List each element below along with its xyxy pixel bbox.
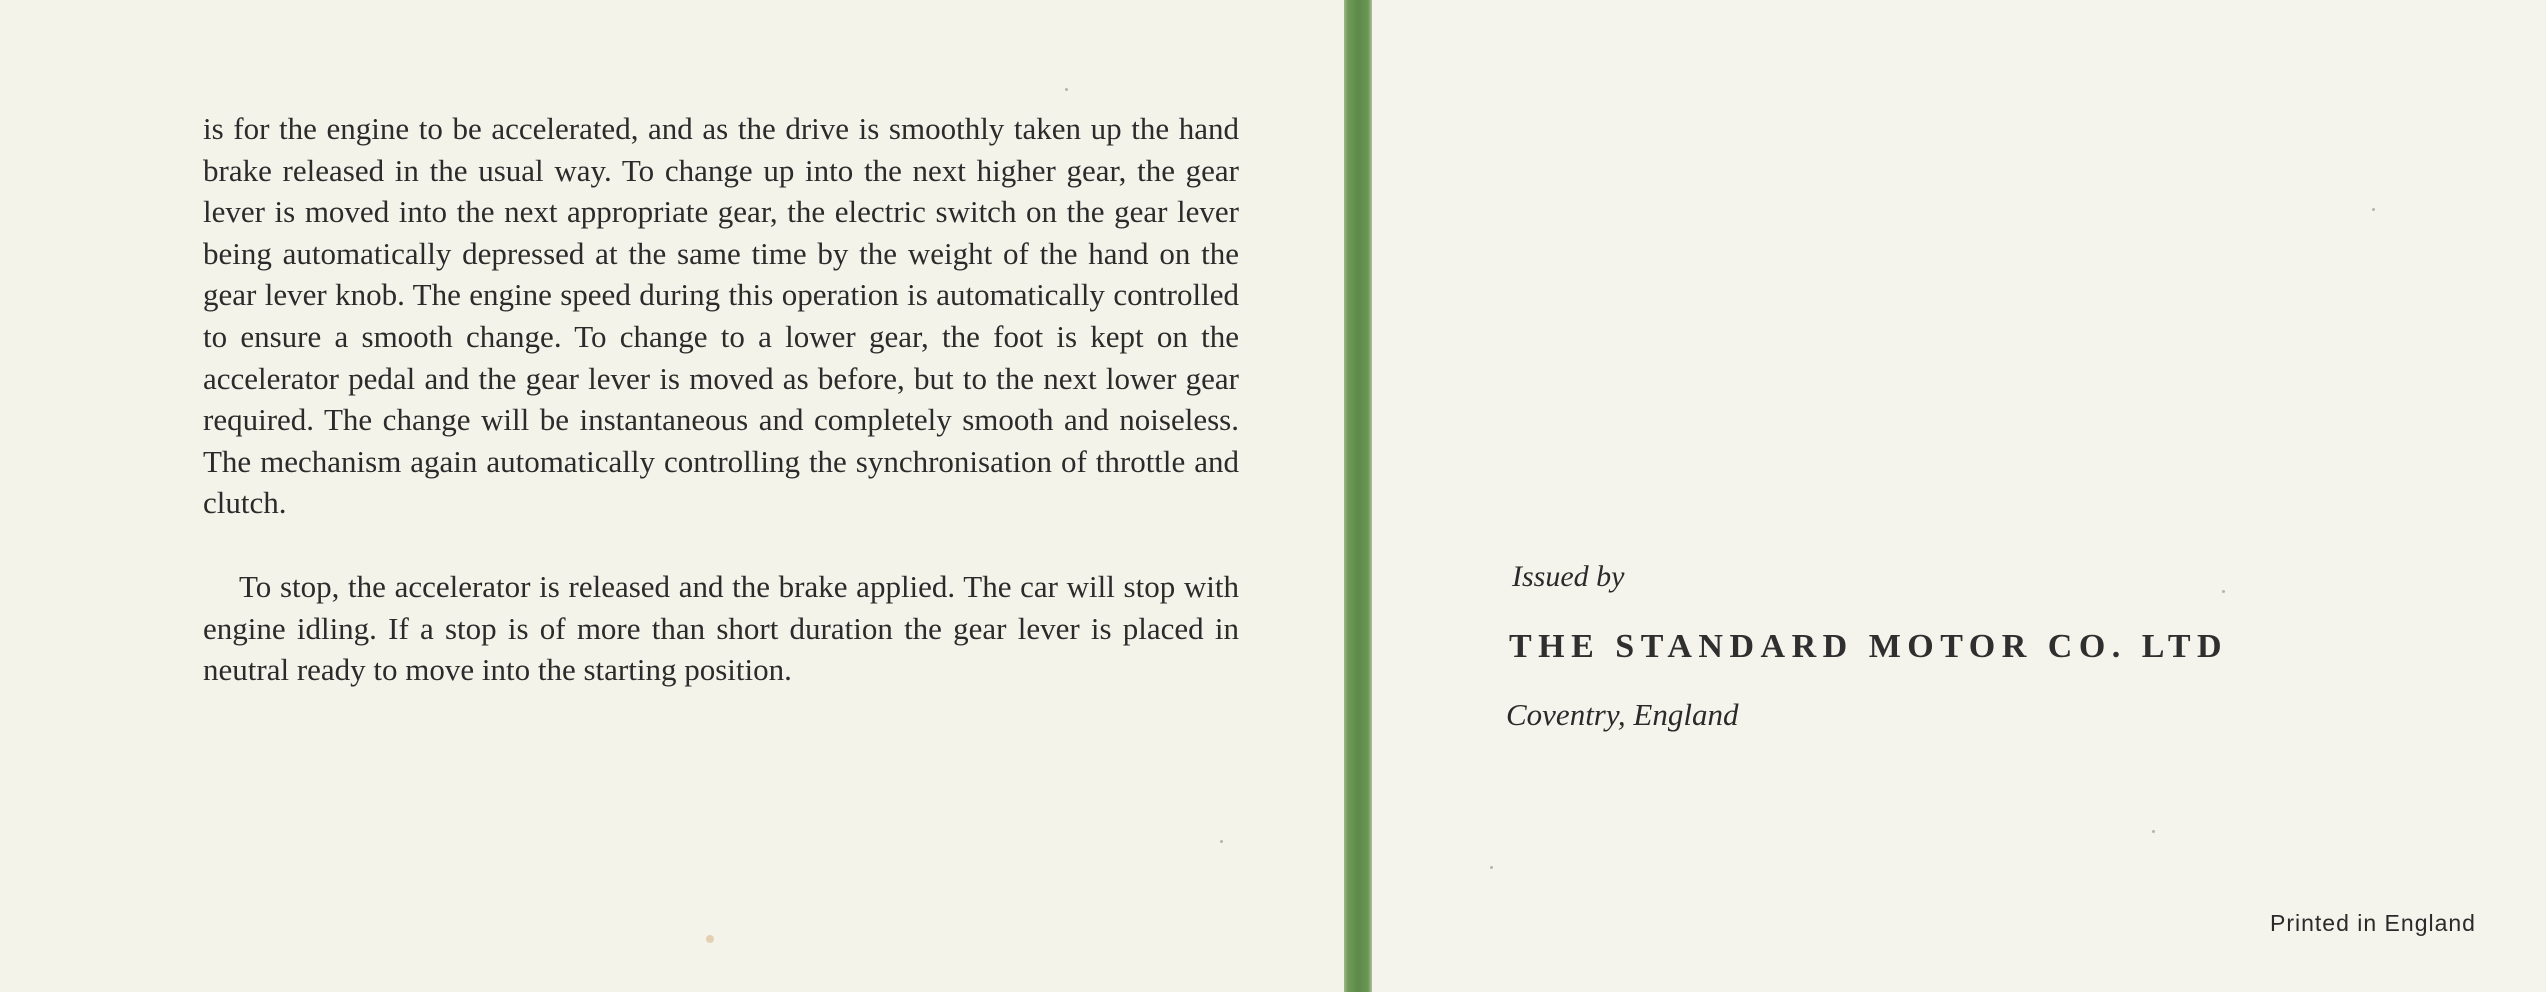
printed-in-label: Printed in England bbox=[2270, 910, 2476, 936]
right-page bbox=[1372, 0, 2546, 992]
body-text bbox=[203, 108, 1239, 691]
paper-speck bbox=[2152, 830, 2155, 833]
paragraph-1: is for the engine to be accelerated, and as the drive is smoothly taken up the hand brake released in the usual way. To change up into the next higher gear, the gear lever is moved into the next appropriate gear, the electric switch on the gear lever being automatically depressed at the same time by the weight of the hand on the gear lever knob. The engine speed during this operation is automatically controlled to ensure a smooth change. To change to a lower gear, the foot is kept on the accelerator pedal and the gear lever is moved as before, but to the next lower gear required. The change will be instantaneous and completely smooth and noiseless. The mechanism again automatically controlling the synchronisation of throttle and clutch. bbox=[203, 111, 1239, 521]
page-spine bbox=[1344, 0, 1372, 992]
company-name: THE STANDARD MOTOR CO. LTD bbox=[1509, 628, 2229, 665]
issued-by-label: Issued by bbox=[1512, 560, 1625, 593]
paper-speck bbox=[2372, 208, 2375, 211]
company-location: Coventry, England bbox=[1506, 697, 1739, 732]
paper-speck bbox=[2222, 590, 2225, 593]
paper-stain bbox=[706, 935, 714, 943]
paper-speck bbox=[1065, 88, 1068, 91]
paper-speck bbox=[1220, 840, 1223, 843]
paragraph-2: To stop, the accelerator is released and the brake applied. The car will stop with engine idling. If a stop is of more than short duration the gear lever is placed in neutral ready to move into the starting position. bbox=[203, 568, 1239, 688]
paper-speck bbox=[1490, 866, 1493, 869]
